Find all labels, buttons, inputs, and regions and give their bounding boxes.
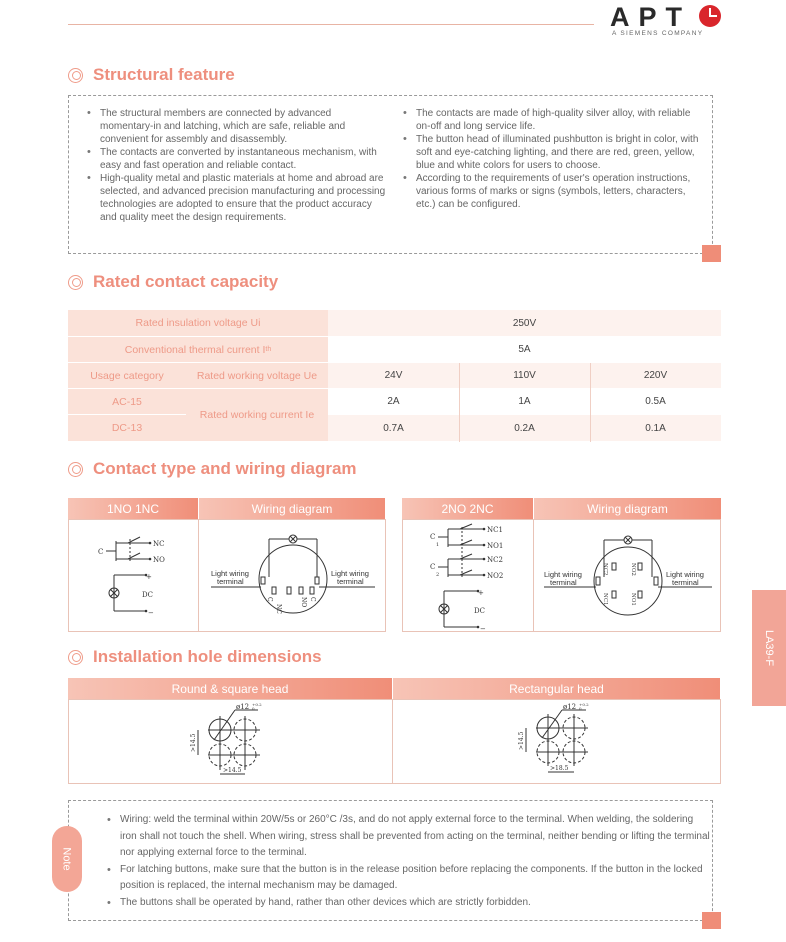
target-icon (68, 462, 83, 477)
voltage-110: 110V (459, 363, 590, 389)
light-wiring-right-line2: terminal (337, 577, 364, 586)
target-icon (68, 68, 83, 83)
voltage-24: 24V (328, 363, 459, 389)
light-wiring-right-line1: Light wiring (666, 570, 704, 579)
no1-label: NO1 (487, 542, 504, 550)
structural-left-list (86, 107, 386, 224)
dim-vertical: >14.5 (518, 731, 525, 750)
schematic-1no1nc (68, 519, 198, 632)
right-wiring-header: Wiring diagram (534, 498, 721, 519)
rect-hole-drawing (510, 700, 600, 782)
working-voltage-label: Rated working voltage Ue (186, 363, 328, 389)
left-type-header: 1NO 1NC (68, 498, 198, 519)
c-pin-label: C (266, 597, 273, 602)
c-label: C (98, 548, 104, 556)
plus-label: + (478, 589, 484, 597)
note-list (106, 812, 710, 911)
rated-table (68, 310, 721, 442)
contact-title: Contact type and wiring diagram (93, 459, 357, 478)
dim-horizontal: >18.5 (550, 765, 569, 772)
tol-up: +0.2 (252, 702, 262, 707)
dim-horizontal: >14.5 (223, 767, 242, 774)
list-item: • High-quality metal and plastic materials at home and abroad are selected, and advanced precision manufacturing and processing technologies are adopted to ensure that the product accuracy and quality meet the design requirements. (86, 172, 386, 224)
nc-pin-label: NC (275, 604, 282, 614)
ac15-24v: 2A (328, 389, 459, 415)
minus-label: − (480, 625, 486, 632)
minus-label: − (148, 609, 154, 617)
no2-pin-label: NO2 (630, 563, 636, 576)
category-dc13: DC-13 (68, 415, 186, 442)
no-pin-label: NO (300, 597, 307, 608)
dia-label: ø12 (236, 703, 250, 711)
dc-label: DC (142, 591, 153, 599)
light-wiring-left-line2: terminal (217, 577, 244, 586)
apt-logo (610, 2, 730, 42)
install-box (68, 699, 721, 784)
target-icon (68, 650, 83, 665)
tol-down: 0 (252, 706, 255, 711)
c2-index: 2 (436, 572, 440, 578)
divider (590, 363, 591, 442)
nc1-pin-label: NC1 (602, 593, 608, 606)
light-wiring-left-line2: terminal (550, 578, 577, 587)
nc1-label: NC1 (487, 526, 503, 534)
dim-vertical: >14.5 (190, 733, 197, 752)
no-label: NO (153, 556, 165, 564)
list-item: • The buttons shall be operated by hand, rather than other devices which are strictly forbidden. (106, 895, 710, 912)
nc2-pin-label: NC2 (602, 563, 608, 576)
target-icon (68, 275, 83, 290)
list-item: • The structural members are connected by advanced momentary-in and latching, which are safe, reliable and convenient for assembly and disassembly. (86, 107, 386, 146)
list-item: • For latching buttons, make sure that the button is in the release position before replacing the components. If the button in the locked position is replaced, the internal mechanism may be damaged. (106, 862, 710, 895)
left-wiring-header: Wiring diagram (199, 498, 385, 519)
list-item: • The contacts are made of high-quality silver alloy, with reliable on-off and long service life. (402, 107, 702, 133)
dc-label: DC (474, 607, 485, 615)
note-tab-label: Note (61, 847, 73, 871)
series-label: LA39-F (763, 629, 776, 667)
light-wiring-left-line1: Light wiring (544, 570, 582, 579)
nc2-label: NC2 (487, 556, 503, 564)
list-item: • The contacts are converted by instantaneous mechanism, with easy and fast operation and reliable contact. (86, 146, 386, 172)
ac15-110v: 1A (459, 389, 590, 415)
no1-pin-label: NO1 (630, 593, 636, 606)
header-rule (68, 24, 594, 25)
schematic-2no2nc (402, 519, 533, 632)
divider (459, 363, 460, 442)
dia-label: ø12 (563, 703, 577, 711)
nc-label: NC (153, 540, 165, 548)
plus-label: + (146, 573, 152, 581)
round-head-header: Round & square head (68, 678, 392, 699)
wiring-diagram-right (534, 519, 721, 632)
thermal-label (68, 337, 328, 363)
install-title: Installation hole dimensions (93, 647, 322, 666)
light-wiring-right-line2: terminal (672, 578, 699, 587)
thermal-label-text: Conventional thermal current I (124, 343, 266, 356)
insulation-label: Rated insulation voltage Ui (68, 310, 328, 337)
list-item: • According to the requirements of user's operation instructions, various forms of marks or signs (symbols, letters, characters, etc.) can be configured. (402, 172, 702, 211)
category-ac15: AC-15 (68, 389, 186, 415)
structural-title: Structural feature (93, 65, 235, 84)
series-side-tab (752, 590, 786, 706)
corner-mark (702, 912, 721, 929)
round-hole-drawing (180, 700, 270, 782)
working-current-label: Rated working current Ie (186, 389, 328, 442)
logo-clock-icon (699, 5, 721, 27)
note-tab (52, 826, 82, 892)
c2-label: C (430, 563, 436, 571)
divider (392, 699, 393, 784)
usage-label: Usage category (68, 363, 186, 389)
thermal-value: 5A (328, 337, 721, 363)
light-wiring-left-line1: Light wiring (211, 569, 249, 578)
dc13-110v: 0.2A (459, 415, 590, 442)
c-pin-label: C (309, 597, 316, 602)
rated-title: Rated contact capacity (93, 272, 279, 291)
contact-heading (68, 458, 357, 480)
right-type-header: 2NO 2NC (402, 498, 533, 519)
voltage-220: 220V (590, 363, 721, 389)
dc13-220v: 0.1A (590, 415, 721, 442)
c1-label: C (430, 533, 436, 541)
list-item: • Wiring: weld the terminal within 20W/5s or 260°C /3s, and do not apply external force to the terminal. When welding, the soldering iron shall not touch the shell. When wiring, stress shall be prevented from acting on the terminal, neither bending or lifting the terminal nor applying external force to the terminal. (106, 812, 710, 862)
no2-label: NO2 (487, 572, 504, 580)
tol-up: +0.2 (579, 702, 589, 707)
wiring-diagram-left (199, 519, 385, 632)
light-wiring-right-line1: Light wiring (331, 569, 369, 578)
thermal-subscript: th (265, 346, 272, 353)
c1-index: 1 (436, 542, 440, 548)
dc13-24v: 0.7A (328, 415, 459, 442)
corner-mark (702, 245, 721, 262)
rect-head-header: Rectangular head (393, 678, 720, 699)
logo-subtitle: A SIEMENS COMPANY (612, 30, 704, 37)
structural-heading (68, 64, 235, 86)
structural-right-list (402, 107, 702, 211)
list-item: • The button head of illuminated pushbutton is bright in color, with soft and eye-catching lighting, and there are red, green, yellow, blue and white colors for users to choose. (402, 133, 702, 172)
install-heading (68, 646, 322, 668)
insulation-value: 250V (328, 310, 721, 337)
rated-heading (68, 271, 278, 293)
logo-text: APT (610, 2, 691, 32)
ac15-220v: 0.5A (590, 389, 721, 415)
tol-down: 0 (579, 706, 582, 711)
